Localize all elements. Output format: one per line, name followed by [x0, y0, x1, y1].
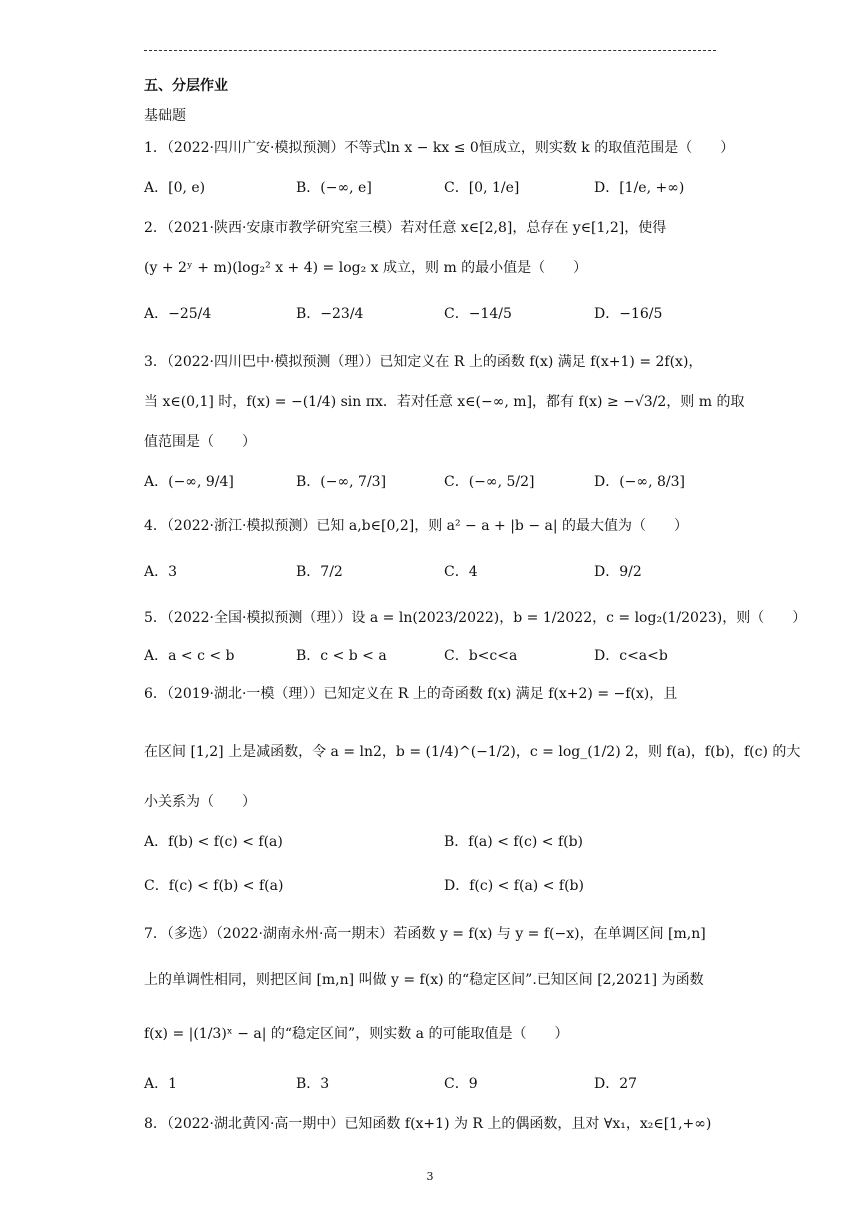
q5-option-d: D．c<a<b: [594, 648, 668, 664]
q1-option-b: B．(−∞, e]: [296, 180, 372, 196]
q5-option-c: C．b<c<a: [444, 648, 518, 664]
question-3-line-1: 3．（2022·四川巴中·模拟预测（理））已知定义在 R 上的函数 f(x) 满足 f(x+1) = 2f(x)，: [144, 354, 703, 370]
q2-option-c: C．−14/5: [444, 306, 512, 322]
question-3-line-3: 值范围是（ ）: [144, 434, 256, 450]
q4-option-c: C．4: [444, 564, 478, 580]
question-6-line-2: 在区间 [1,2] 上是减函数，令 a = ln2，b = (1/4)^(−1/2)，c = log_(1/2) 2，则 f(a)，f(b)，f(c) 的大: [144, 744, 801, 760]
q6-option-a: A．f(b) < f(c) < f(a): [144, 834, 283, 850]
q6-option-c: C．f(c) < f(b) < f(a): [144, 878, 284, 894]
question-2-line-2: (y + 2ʸ + m)(log₂² x + 4) = log₂ x 成立，则 m 的最小值是（ ）: [144, 260, 588, 276]
q3-option-c: C．(−∞, 5/2]: [444, 474, 535, 490]
q3-option-b: B．(−∞, 7/3]: [296, 474, 387, 490]
q3-option-d: D．(−∞, 8/3]: [594, 474, 685, 490]
q3-option-a: A．(−∞, 9/4]: [144, 474, 234, 490]
q6-option-d: D．f(c) < f(a) < f(b): [444, 878, 584, 894]
q7-option-b: B．3: [296, 1076, 330, 1092]
q2-option-b: B．−23/4: [296, 306, 364, 322]
q5-option-a: A．a < c < b: [144, 648, 235, 664]
q1-option-d: D．[1/e, +∞): [594, 180, 685, 196]
q2-option-a: A．−25/4: [144, 306, 212, 322]
q7-option-a: A．1: [144, 1076, 178, 1092]
question-7-line-2: 上的单调性相同，则把区间 [m,n] 叫做 y = f(x) 的“稳定区间”.已知区间 [2,2021] 为函数: [144, 972, 704, 988]
question-8-line-1: 8．（2022·湖北黄冈·高一期中）已知函数 f(x+1) 为 R 上的偶函数，且对 ∀x₁，x₂∈[1,+∞): [144, 1116, 712, 1132]
subsection-label: 基础题: [144, 108, 186, 124]
q5-option-b: B．c < b < a: [296, 648, 387, 664]
q4-option-d: D．9/2: [594, 564, 642, 580]
q1-option-c: C．[0, 1/e]: [444, 180, 520, 196]
q1-option-a: A．[0, e): [144, 180, 206, 196]
q2-option-d: D．−16/5: [594, 306, 663, 322]
q4-option-a: A．3: [144, 564, 178, 580]
page-number: 3: [426, 1170, 434, 1183]
question-7-line-1: 7．（多选）（2022·湖南永州·高一期末）若函数 y = f(x) 与 y = f(−x)，在单调区间 [m,n]: [144, 926, 706, 942]
header-dashed-rule: [144, 50, 716, 51]
question-7-line-3: f(x) = |(1/3)ˣ − a| 的“稳定区间”，则实数 a 的可能取值是（ ）: [144, 1026, 569, 1042]
q4-option-b: B．7/2: [296, 564, 343, 580]
question-2-line-1: 2．（2021·陕西·安康市教学研究室三模）若对任意 x∈[2,8]，总存在 y∈[1,2]，使得: [144, 220, 667, 236]
q7-option-c: C．9: [444, 1076, 478, 1092]
question-6-line-1: 6．（2019·湖北·一模（理））已知定义在 R 上的奇函数 f(x) 满足 f(x+2) = −f(x)，且: [144, 686, 678, 702]
question-6-line-3: 小关系为（ ）: [144, 794, 256, 810]
question-1-line-1: 1．（2022·四川广安·模拟预测）不等式ln x − kx ≤ 0恒成立，则实数 k 的取值范围是（ ）: [144, 140, 735, 156]
question-4-line-1: 4．（2022·浙江·模拟预测）已知 a,b∈[0,2]，则 a² − a + |b − a| 的最大值为（ ）: [144, 518, 689, 534]
question-5-line-1: 5．（2022·全国·模拟预测（理））设 a = ln(2023/2022)，b = 1/2022，c = log₂(1/2023)，则（ ）: [144, 610, 807, 626]
q6-option-b: B．f(a) < f(c) < f(b): [444, 834, 584, 850]
q7-option-d: D．27: [594, 1076, 638, 1092]
section-title: 五、分层作业: [144, 78, 228, 94]
question-3-line-2: 当 x∈(0,1] 时，f(x) = −(1/4) sin πx．若对任意 x∈(−∞, m]，都有 f(x) ≥ −√3/2，则 m 的取: [144, 394, 745, 410]
